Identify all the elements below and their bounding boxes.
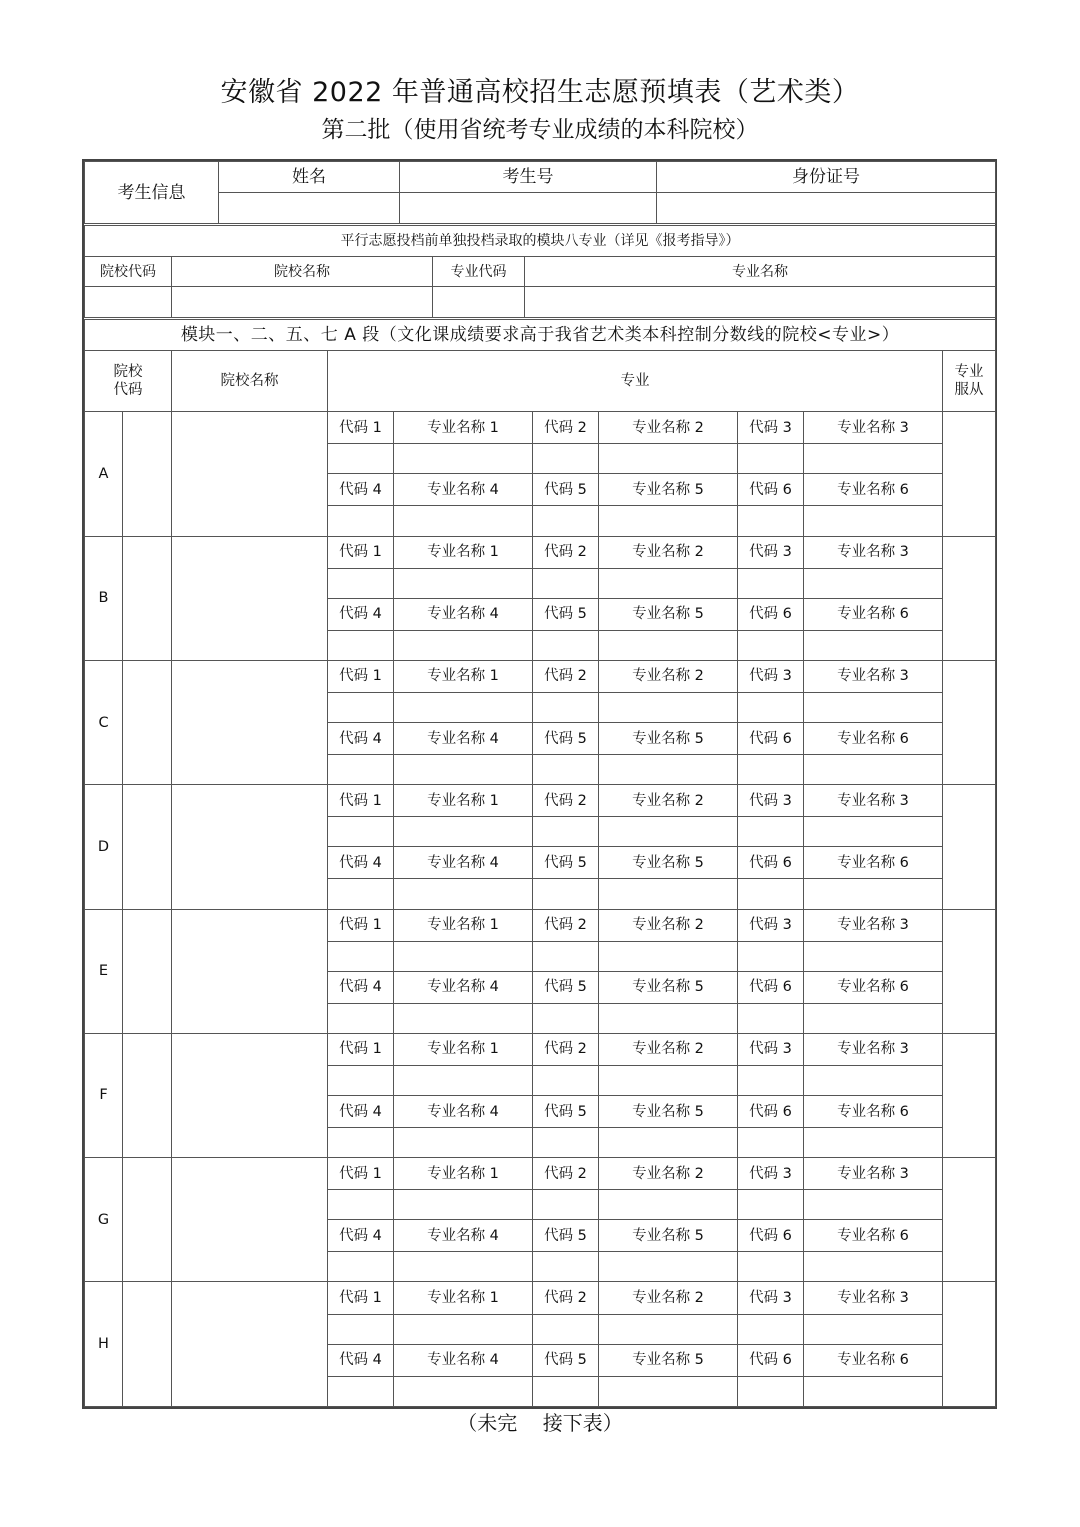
major-name-label: 专业名称 6 <box>804 474 943 506</box>
major-code-label: 代码 3 <box>738 785 804 817</box>
major-name-input[interactable] <box>394 1252 533 1282</box>
wish-row <box>85 1033 996 1065</box>
major-name-input[interactable] <box>804 1003 943 1033</box>
major-code-label: 代码 3 <box>738 536 804 568</box>
major-name-label: 专业名称 5 <box>599 1095 738 1127</box>
major-name-input[interactable] <box>599 1190 738 1220</box>
continued-note: （未完 接下表） <box>457 1411 623 1435</box>
major-name-input[interactable] <box>599 1376 738 1406</box>
major-code-input[interactable] <box>533 755 599 785</box>
section-title: 模块一、二、五、七 A 段（文化课成绩要求高于我省艺术类本科控制分数线的院校<专业>） <box>85 320 996 351</box>
module8-title: 平行志愿投档前单独投档录取的模块八专业（详见《报考指导》） <box>85 226 996 257</box>
obey-input[interactable] <box>943 1282 996 1407</box>
major-code-input[interactable] <box>328 1003 394 1033</box>
obey-input[interactable] <box>943 536 996 660</box>
wish-row <box>85 1282 996 1314</box>
major-code-input[interactable] <box>533 1190 599 1220</box>
major-name-label: 专业名称 5 <box>599 1344 738 1376</box>
major-code-label: 代码 3 <box>738 1282 804 1314</box>
major-code-input[interactable] <box>533 630 599 660</box>
major-name-input[interactable] <box>394 879 533 909</box>
major-name-input[interactable] <box>804 941 943 971</box>
school-code-header-line2: 代码 <box>113 382 143 399</box>
module8-major-code-header: 专业代码 <box>433 257 525 287</box>
major-name-input[interactable] <box>599 755 738 785</box>
major-code-input[interactable] <box>738 1314 804 1344</box>
school-code-input[interactable] <box>123 1282 172 1407</box>
main-wish-section <box>84 319 995 1407</box>
major-name-label: 专业名称 2 <box>599 785 738 817</box>
major-code-label: 代码 3 <box>738 660 804 692</box>
major-code-label: 代码 1 <box>328 660 394 692</box>
obey-input[interactable] <box>943 909 996 1033</box>
major-code-label: 代码 6 <box>738 474 804 506</box>
major-code-input[interactable] <box>738 506 804 536</box>
major-name-input[interactable] <box>804 1065 943 1095</box>
id-number-header: 身份证号 <box>657 162 996 193</box>
module8-school-code-header: 院校代码 <box>85 257 172 287</box>
major-name-label: 专业名称 5 <box>599 598 738 630</box>
major-code-input[interactable] <box>738 1128 804 1158</box>
major-code-label: 代码 4 <box>328 598 394 630</box>
major-name-label: 专业名称 3 <box>804 785 943 817</box>
major-code-label: 代码 6 <box>738 971 804 1003</box>
school-name-input[interactable] <box>172 1033 328 1157</box>
major-code-input[interactable] <box>533 817 599 847</box>
major-code-input[interactable] <box>328 879 394 909</box>
obey-input[interactable] <box>943 660 996 784</box>
major-name-label: 专业名称 6 <box>804 1344 943 1376</box>
school-name-input[interactable] <box>172 1158 328 1282</box>
major-code-input[interactable] <box>738 817 804 847</box>
major-name-label: 专业名称 6 <box>804 1095 943 1127</box>
major-code-label: 代码 3 <box>738 412 804 444</box>
major-code-label: 代码 6 <box>738 723 804 755</box>
major-code-input[interactable] <box>328 1190 394 1220</box>
major-code-input[interactable] <box>738 692 804 722</box>
major-code-label: 代码 5 <box>533 1220 599 1252</box>
major-code-label: 代码 2 <box>533 1158 599 1190</box>
major-code-input[interactable] <box>738 1003 804 1033</box>
major-name-input[interactable] <box>599 568 738 598</box>
major-name-label: 专业名称 5 <box>599 474 738 506</box>
major-name-input[interactable] <box>804 1190 943 1220</box>
major-code-input[interactable] <box>533 1003 599 1033</box>
major-name-label: 专业名称 6 <box>804 847 943 879</box>
major-code-input[interactable] <box>738 1190 804 1220</box>
major-name-label: 专业名称 5 <box>599 1220 738 1252</box>
major-name-label: 专业名称 4 <box>394 598 533 630</box>
school-name-input[interactable] <box>172 536 328 660</box>
major-code-label: 代码 1 <box>328 785 394 817</box>
wish-letter: H <box>85 1282 123 1407</box>
major-name-input[interactable] <box>804 630 943 660</box>
wish-letter: B <box>85 536 123 660</box>
major-name-label: 专业名称 6 <box>804 723 943 755</box>
student-info-section <box>84 161 995 223</box>
major-name-label: 专业名称 3 <box>804 536 943 568</box>
major-name-label: 专业名称 1 <box>394 660 533 692</box>
major-name-input[interactable] <box>599 941 738 971</box>
major-name-label: 专业名称 2 <box>599 1033 738 1065</box>
major-code-label: 代码 5 <box>533 474 599 506</box>
major-name-input[interactable] <box>394 630 533 660</box>
major-name-input[interactable] <box>394 444 533 474</box>
major-name-input[interactable] <box>804 1314 943 1344</box>
major-code-input[interactable] <box>328 568 394 598</box>
major-code-input[interactable] <box>328 444 394 474</box>
major-name-label: 专业名称 6 <box>804 1220 943 1252</box>
major-name-input[interactable] <box>394 1128 533 1158</box>
major-name-input[interactable] <box>599 1128 738 1158</box>
major-name-input[interactable] <box>394 755 533 785</box>
major-code-input[interactable] <box>533 1314 599 1344</box>
major-code-label: 代码 2 <box>533 412 599 444</box>
major-code-input[interactable] <box>738 1252 804 1282</box>
major-code-label: 代码 2 <box>533 536 599 568</box>
major-code-input[interactable] <box>738 1376 804 1406</box>
major-code-input[interactable] <box>738 1065 804 1095</box>
wish-letter: C <box>85 660 123 784</box>
major-code-input[interactable] <box>328 755 394 785</box>
major-code-input[interactable] <box>533 506 599 536</box>
wish-letter: A <box>85 412 123 536</box>
module8-major-name-header: 专业名称 <box>525 257 996 287</box>
major-name-input[interactable] <box>599 1252 738 1282</box>
major-code-label: 代码 5 <box>533 971 599 1003</box>
major-name-input[interactable] <box>394 1376 533 1406</box>
major-name-label: 专业名称 1 <box>394 1158 533 1190</box>
major-code-label: 代码 4 <box>328 847 394 879</box>
exam-number-header: 考生号 <box>400 162 657 193</box>
major-code-label: 代码 2 <box>533 1282 599 1314</box>
module8-school-name-input[interactable] <box>172 287 433 318</box>
major-name-input[interactable] <box>394 1314 533 1344</box>
major-name-input[interactable] <box>599 1314 738 1344</box>
major-code-input[interactable] <box>738 755 804 785</box>
major-name-label: 专业名称 2 <box>599 1158 738 1190</box>
module8-section <box>84 225 995 317</box>
major-code-input[interactable] <box>328 1376 394 1406</box>
major-code-input[interactable] <box>533 941 599 971</box>
major-name-label: 专业名称 3 <box>804 1033 943 1065</box>
student-info-label: 考生信息 <box>85 162 219 224</box>
major-name-input[interactable] <box>599 1003 738 1033</box>
major-name-input[interactable] <box>804 444 943 474</box>
wish-row <box>85 660 996 692</box>
obey-input[interactable] <box>943 785 996 909</box>
major-code-input[interactable] <box>533 568 599 598</box>
major-name-label: 专业名称 2 <box>599 1282 738 1314</box>
major-name-input[interactable] <box>599 817 738 847</box>
wish-letter: G <box>85 1158 123 1282</box>
school-code-header <box>85 351 172 412</box>
school-code-input[interactable] <box>123 1033 172 1157</box>
major-code-label: 代码 4 <box>328 474 394 506</box>
major-name-label: 专业名称 2 <box>599 536 738 568</box>
school-name-input[interactable] <box>172 1282 328 1407</box>
obey-input[interactable] <box>943 1033 996 1157</box>
major-code-label: 代码 2 <box>533 660 599 692</box>
module8-major-name-input[interactable] <box>525 287 996 318</box>
major-code-input[interactable] <box>328 506 394 536</box>
major-name-label: 专业名称 4 <box>394 1344 533 1376</box>
major-code-input[interactable] <box>533 1252 599 1282</box>
major-code-input[interactable] <box>738 444 804 474</box>
name-header: 姓名 <box>219 162 400 193</box>
school-name-input[interactable] <box>172 412 328 536</box>
major-code-input[interactable] <box>533 692 599 722</box>
form-title: 安徽省 2022 年普通高校招生志愿预填表（艺术类） <box>220 77 860 108</box>
wish-letter: D <box>85 785 123 909</box>
major-code-label: 代码 6 <box>738 1220 804 1252</box>
major-name-label: 专业名称 1 <box>394 785 533 817</box>
name-input[interactable] <box>219 193 400 224</box>
major-name-label: 专业名称 2 <box>599 909 738 941</box>
module8-school-name-header: 院校名称 <box>172 257 433 287</box>
major-name-input[interactable] <box>394 506 533 536</box>
school-code-header-line1: 院校 <box>113 364 143 381</box>
obey-header-line1: 专业 <box>954 364 984 381</box>
major-code-label: 代码 2 <box>533 1033 599 1065</box>
major-name-input[interactable] <box>804 1376 943 1406</box>
major-name-label: 专业名称 2 <box>599 660 738 692</box>
major-name-label: 专业名称 1 <box>394 1033 533 1065</box>
obey-input[interactable] <box>943 412 996 536</box>
school-name-input[interactable] <box>172 660 328 784</box>
obey-input[interactable] <box>943 1158 996 1282</box>
major-name-input[interactable] <box>599 1065 738 1095</box>
wish-letter: F <box>85 1033 123 1157</box>
exam-number-input[interactable] <box>400 193 657 224</box>
major-code-label: 代码 4 <box>328 723 394 755</box>
major-name-label: 专业名称 3 <box>804 660 943 692</box>
major-name-input[interactable] <box>804 1128 943 1158</box>
school-name-header: 院校名称 <box>172 351 328 412</box>
major-code-label: 代码 1 <box>328 1158 394 1190</box>
major-name-input[interactable] <box>804 1252 943 1282</box>
major-code-label: 代码 1 <box>328 909 394 941</box>
major-code-label: 代码 4 <box>328 971 394 1003</box>
major-name-input[interactable] <box>394 568 533 598</box>
major-name-label: 专业名称 1 <box>394 412 533 444</box>
major-code-label: 代码 2 <box>533 909 599 941</box>
module8-major-code-input[interactable] <box>433 287 525 318</box>
major-code-label: 代码 4 <box>328 1095 394 1127</box>
major-header: 专业 <box>328 351 943 412</box>
major-code-label: 代码 4 <box>328 1220 394 1252</box>
wish-row <box>85 412 996 444</box>
major-name-input[interactable] <box>804 879 943 909</box>
school-code-input[interactable] <box>123 536 172 660</box>
major-code-input[interactable] <box>738 568 804 598</box>
major-name-input[interactable] <box>804 817 943 847</box>
major-code-input[interactable] <box>328 630 394 660</box>
school-code-input[interactable] <box>123 1158 172 1282</box>
major-code-label: 代码 6 <box>738 598 804 630</box>
major-name-label: 专业名称 5 <box>599 723 738 755</box>
major-code-input[interactable] <box>328 1252 394 1282</box>
major-name-input[interactable] <box>394 1065 533 1095</box>
major-code-input[interactable] <box>328 1128 394 1158</box>
major-code-input[interactable] <box>533 1065 599 1095</box>
major-name-label: 专业名称 5 <box>599 847 738 879</box>
major-name-label: 专业名称 4 <box>394 971 533 1003</box>
major-name-label: 专业名称 1 <box>394 1282 533 1314</box>
major-code-label: 代码 1 <box>328 1282 394 1314</box>
major-code-label: 代码 5 <box>533 847 599 879</box>
obey-header <box>943 351 996 412</box>
major-name-input[interactable] <box>599 444 738 474</box>
major-code-input[interactable] <box>328 1065 394 1095</box>
major-code-label: 代码 2 <box>533 785 599 817</box>
major-name-label: 专业名称 6 <box>804 971 943 1003</box>
major-name-label: 专业名称 3 <box>804 412 943 444</box>
form-subtitle: 第二批（使用省统考专业成绩的本科院校） <box>321 117 759 143</box>
major-name-input[interactable] <box>599 692 738 722</box>
major-code-label: 代码 3 <box>738 909 804 941</box>
wish-row <box>85 909 996 941</box>
major-name-input[interactable] <box>804 755 943 785</box>
major-code-label: 代码 6 <box>738 1095 804 1127</box>
major-code-input[interactable] <box>328 817 394 847</box>
major-code-label: 代码 5 <box>533 723 599 755</box>
major-name-input[interactable] <box>599 506 738 536</box>
wish-letter: E <box>85 909 123 1033</box>
major-code-input[interactable] <box>533 1128 599 1158</box>
school-code-input[interactable] <box>123 660 172 784</box>
major-name-input[interactable] <box>599 879 738 909</box>
school-name-input[interactable] <box>172 909 328 1033</box>
major-code-label: 代码 5 <box>533 598 599 630</box>
major-code-label: 代码 5 <box>533 1095 599 1127</box>
major-name-label: 专业名称 4 <box>394 723 533 755</box>
major-code-input[interactable] <box>738 941 804 971</box>
major-name-input[interactable] <box>394 817 533 847</box>
school-code-input[interactable] <box>123 412 172 536</box>
major-code-label: 代码 3 <box>738 1158 804 1190</box>
major-code-label: 代码 6 <box>738 1344 804 1376</box>
wish-row <box>85 1158 996 1190</box>
major-name-label: 专业名称 1 <box>394 909 533 941</box>
major-name-input[interactable] <box>394 1003 533 1033</box>
major-name-label: 专业名称 5 <box>599 971 738 1003</box>
major-code-input[interactable] <box>328 1314 394 1344</box>
major-code-label: 代码 5 <box>533 1344 599 1376</box>
wish-row <box>85 536 996 568</box>
major-name-input[interactable] <box>394 941 533 971</box>
major-name-label: 专业名称 6 <box>804 598 943 630</box>
major-name-input[interactable] <box>394 1190 533 1220</box>
major-code-input[interactable] <box>533 1376 599 1406</box>
major-name-input[interactable] <box>804 692 943 722</box>
school-code-input[interactable] <box>123 785 172 909</box>
major-code-input[interactable] <box>738 630 804 660</box>
id-number-input[interactable] <box>657 193 996 224</box>
major-name-label: 专业名称 4 <box>394 474 533 506</box>
major-name-input[interactable] <box>804 506 943 536</box>
major-code-input[interactable] <box>533 444 599 474</box>
major-code-input[interactable] <box>738 879 804 909</box>
major-code-label: 代码 1 <box>328 536 394 568</box>
major-code-label: 代码 6 <box>738 847 804 879</box>
major-name-label: 专业名称 4 <box>394 1220 533 1252</box>
wish-row <box>85 785 996 817</box>
major-name-label: 专业名称 4 <box>394 847 533 879</box>
major-name-label: 专业名称 3 <box>804 1282 943 1314</box>
major-name-label: 专业名称 3 <box>804 909 943 941</box>
major-name-input[interactable] <box>599 630 738 660</box>
major-name-label: 专业名称 1 <box>394 536 533 568</box>
school-code-input[interactable] <box>123 909 172 1033</box>
major-code-input[interactable] <box>328 941 394 971</box>
major-name-input[interactable] <box>804 568 943 598</box>
major-name-label: 专业名称 4 <box>394 1095 533 1127</box>
major-code-label: 代码 1 <box>328 1033 394 1065</box>
major-name-input[interactable] <box>394 692 533 722</box>
module8-school-code-input[interactable] <box>85 287 172 318</box>
major-name-label: 专业名称 2 <box>599 412 738 444</box>
major-code-label: 代码 4 <box>328 1344 394 1376</box>
school-name-input[interactable] <box>172 785 328 909</box>
major-code-input[interactable] <box>533 879 599 909</box>
obey-header-line2: 服从 <box>954 382 984 399</box>
major-code-label: 代码 3 <box>738 1033 804 1065</box>
major-code-label: 代码 1 <box>328 412 394 444</box>
major-name-label: 专业名称 3 <box>804 1158 943 1190</box>
major-code-input[interactable] <box>328 692 394 722</box>
